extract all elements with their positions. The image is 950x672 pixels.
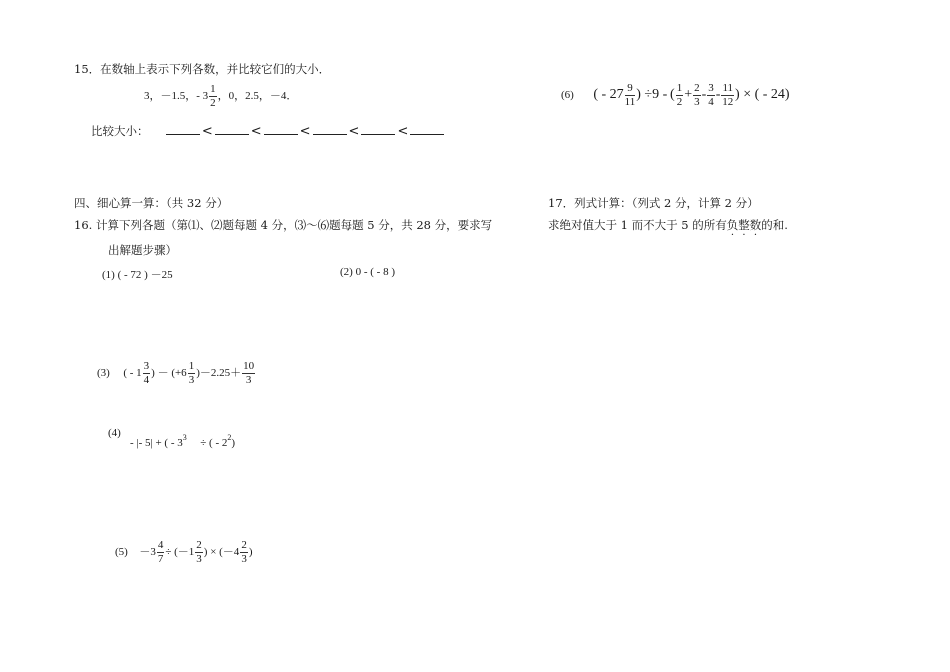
problem-5-label: (5)	[115, 546, 128, 559]
question-17-title: 17．列式计算：（列式 2 分，计算 2 分）	[548, 196, 759, 210]
problem-6-label: (6)	[561, 89, 574, 102]
fraction-11-12: $\frac{11}{12}$	[722, 82, 734, 108]
problem-6: (6) ( - 27 $\frac{9}{11}$ ) ÷9 - ( $\frac{1}{2}$ + $\frac{2}{3}$ - $\frac{3}{4}$ - $\frac{11}{12}$ ) × ( - 24)	[561, 82, 790, 108]
fraction-9-11: $\frac{9}{11}$	[624, 82, 636, 108]
problem-5: (5) －3 $\frac{4}{7}$ ÷ (－1 $\frac{2}{3}$ ) × (－4 $\frac{2}{3}$ )	[115, 539, 253, 565]
answer-blank-2[interactable]	[215, 124, 249, 135]
fraction-1-3: $\frac{1}{3}$	[188, 360, 195, 386]
answer-blank-1[interactable]	[166, 124, 200, 135]
problem-4-label: (4)	[108, 427, 121, 439]
fraction-2-3-c: $\frac{2}{3}$	[694, 82, 700, 108]
problem-2: (2) 0 - ( - 8 )	[340, 266, 395, 278]
numbers-part-a: 3，－1.5，- 3	[144, 90, 209, 103]
answer-blank-6[interactable]	[410, 124, 444, 135]
compare-row: 比较大小： < < < < <	[91, 123, 444, 139]
question-16-line-2: 出解题步骤）	[108, 243, 177, 257]
problem-3-label: (3)	[97, 367, 110, 380]
fraction-3-4-b: $\frac{3}{4}$	[708, 82, 714, 108]
answer-blank-5[interactable]	[361, 124, 395, 135]
fraction-1-2: $\frac{1}{2}$	[676, 82, 683, 108]
question-17-text: 求绝对值大于 1 而不大于 5 的所有负整数的和.	[548, 218, 788, 232]
question-16-line-1: 16. 计算下列各题（第⑴、⑵题每题 4 分，⑶～⑹题每题 5 分，共 28 分，要求写	[74, 218, 493, 232]
fraction-2-3-a: $\frac{2}{3}$	[196, 539, 202, 565]
answer-blank-3[interactable]	[264, 124, 298, 135]
numbers-part-b: ，0，2.5，－4．	[217, 90, 298, 103]
fraction-4-7: $\frac{4}{7}$	[157, 539, 164, 565]
fraction-one-half: $\frac{1}{2}$	[210, 83, 216, 109]
question-15-numbers	[144, 84, 297, 109]
fraction-2-3-b: $\frac{2}{3}$	[241, 539, 247, 565]
fraction-10-3: $\frac{10}{3}$	[243, 360, 255, 386]
problem-1: (1) ( - 72 ) －25	[102, 269, 173, 281]
fraction-3-4: $\frac{3}{4}$	[143, 360, 150, 386]
compare-label: 比较大小：	[91, 124, 149, 138]
answer-blank-4[interactable]	[313, 124, 347, 135]
question-15-title: 15．在数轴上表示下列各数，并比较它们的大小．	[74, 62, 331, 76]
section-4-heading: 四、细心算一算：（共 32 分）	[74, 196, 229, 210]
problem-4: - |- 5| + ( - $3^3$ ÷ ( - $2^2$)	[130, 433, 236, 449]
problem-3: (3) ( - 1 $\frac{3}{4}$ ) － (+6 $\frac{1}{3}$ )－2.25＋ $\frac{10}{3}$	[97, 360, 255, 386]
